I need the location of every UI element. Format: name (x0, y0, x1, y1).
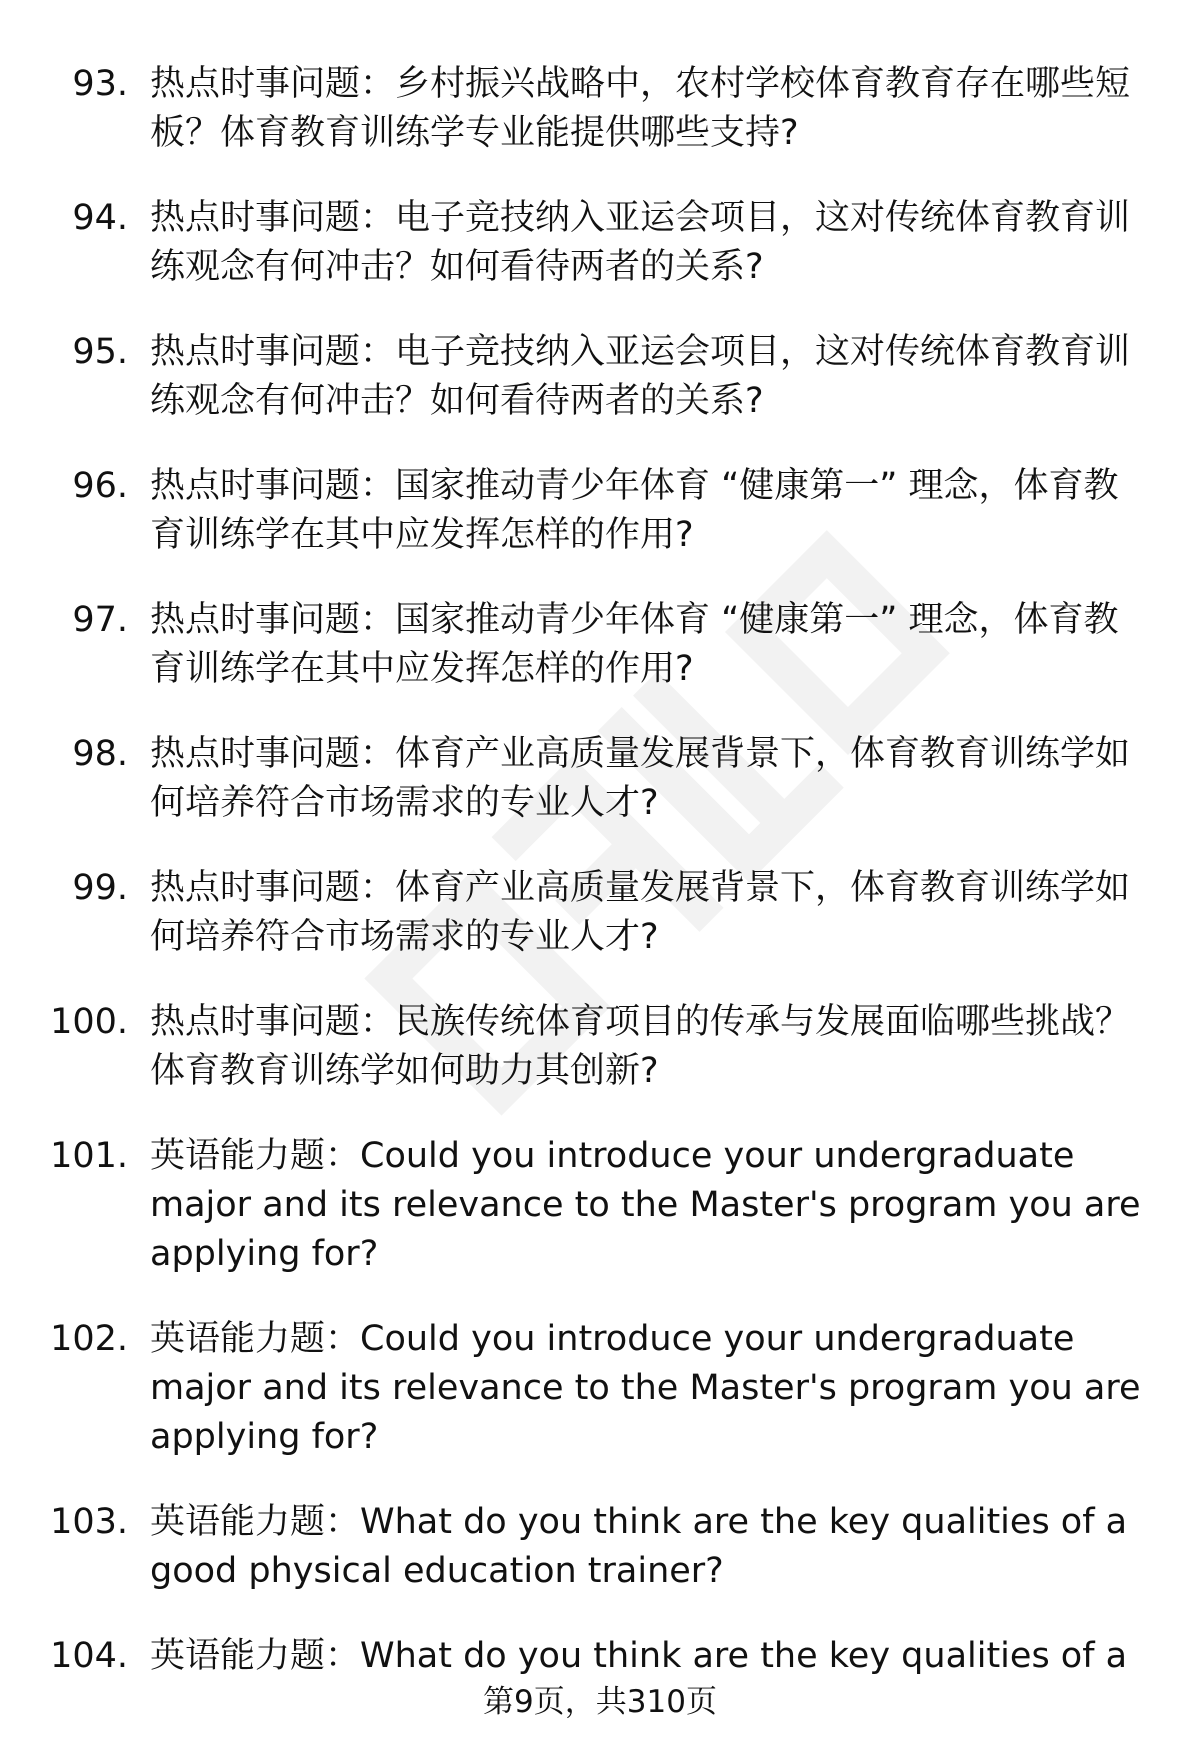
list-item (30, 998, 1145, 1096)
question-text: 热点时事问题：体育产业高质量发展背景下，体育教育训练学如何培养符合市场需求的专业人才? (150, 868, 1131, 957)
question-number: 94. (72, 198, 128, 238)
list-item (30, 864, 1145, 962)
list-item (30, 596, 1145, 694)
list-item (30, 462, 1145, 560)
list-item (30, 730, 1145, 828)
list-item (30, 194, 1145, 292)
question-text: 热点时事问题：国家推动青少年体育 “健康第一” 理念，体育教育训练学在其中应发挥怎样的作用? (150, 466, 1119, 555)
question-number: 100. (50, 1002, 128, 1042)
question-number: 98. (72, 734, 128, 774)
question-text: 英语能力题：Could you introduce your undergraduate major and its relevance to the Master's program you are applying for? (150, 1319, 1141, 1457)
page-footer: 第9页，共310页 (483, 1684, 717, 1720)
question-number: 95. (72, 332, 128, 372)
question-number: 101. (50, 1136, 128, 1176)
question-text: 热点时事问题：电子竞技纳入亚运会项目，这对传统体育教育训练观念有何冲击？如何看待两者的关系? (150, 332, 1131, 421)
question-text: 热点时事问题：乡村振兴战略中，农村学校体育教育存在哪些短板？体育教育训练学专业能提供哪些支持? (150, 64, 1131, 153)
question-list (30, 60, 1145, 1717)
question-number: 102. (50, 1319, 128, 1359)
list-item (30, 60, 1145, 158)
question-text: 热点时事问题：国家推动青少年体育 “健康第一” 理念，体育教育训练学在其中应发挥怎样的作用? (150, 600, 1119, 689)
list-item (30, 1632, 1145, 1681)
list-item (30, 1498, 1145, 1596)
question-text: 英语能力题：What do you think are the key qualities of a (150, 1636, 1128, 1676)
question-number: 104. (50, 1636, 128, 1676)
question-number: 99. (72, 868, 128, 908)
list-item (30, 1132, 1145, 1279)
question-number: 93. (72, 64, 128, 104)
question-text: 英语能力题：What do you think are the key qualities of a good physical education trainer? (150, 1502, 1128, 1591)
question-text: 英语能力题：Could you introduce your undergraduate major and its relevance to the Master's program you are applying for? (150, 1136, 1141, 1274)
list-item (30, 1315, 1145, 1462)
question-number: 96. (72, 466, 128, 506)
question-number: 103. (50, 1502, 128, 1542)
question-text: 热点时事问题：民族传统体育项目的传承与发展面临哪些挑战？体育教育训练学如何助力其创新? (150, 1002, 1131, 1091)
list-item (30, 328, 1145, 426)
question-text: 热点时事问题：体育产业高质量发展背景下，体育教育训练学如何培养符合市场需求的专业人才? (150, 734, 1131, 823)
question-number: 97. (72, 600, 128, 640)
question-text: 热点时事问题：电子竞技纳入亚运会项目，这对传统体育教育训练观念有何冲击？如何看待两者的关系? (150, 198, 1131, 287)
